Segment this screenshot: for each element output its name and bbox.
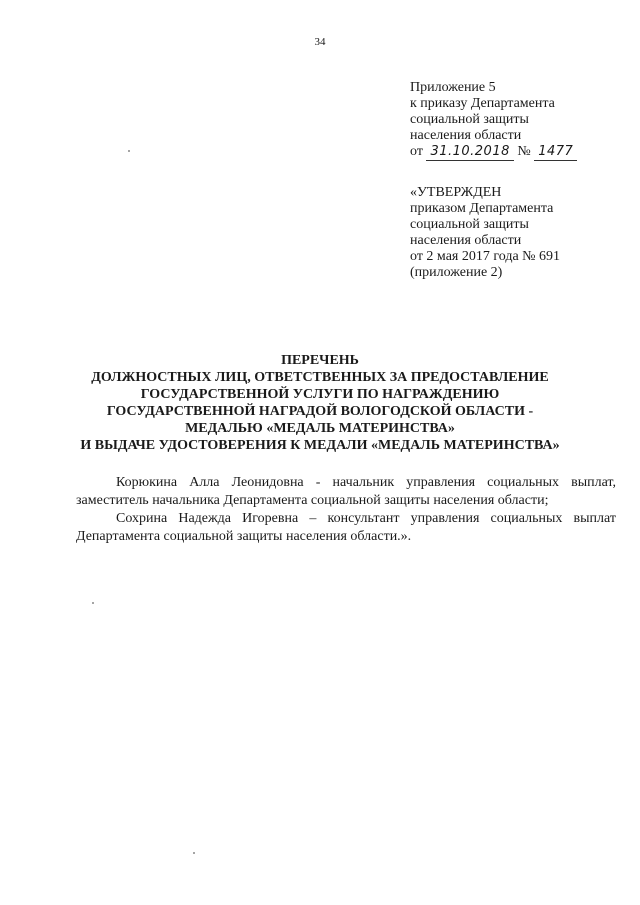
appendix-line: социальной защиты	[410, 112, 529, 127]
approved-line: (приложение 2)	[410, 265, 503, 280]
approved-line: населения области	[410, 233, 522, 248]
approved-block	[410, 185, 630, 281]
number-prefix: №	[517, 144, 531, 159]
date-prefix: от	[410, 144, 423, 159]
approved-line: приказом Департамента	[410, 201, 554, 216]
body-paragraph: Корюкина Алла Леонидовна - начальник управления социальных выплат, заместитель начальника Департамента социальной защиты населения области;	[76, 475, 616, 508]
appendix-date-line	[410, 144, 630, 161]
scan-speck	[128, 150, 130, 152]
appendix-line: населения области	[410, 128, 522, 143]
title-line: МЕДАЛЬЮ «МЕДАЛЬ МАТЕРИНСТВА»	[185, 421, 455, 436]
title-line: ГОСУДАРСТВЕННОЙ НАГРАДОЙ ВОЛОГОДСКОЙ ОБЛАСТИ -	[106, 404, 534, 419]
title-line: И ВЫДАЧЕ УДОСТОВЕРЕНИЯ К МЕДАЛИ «МЕДАЛЬ МАТЕРИНСТВА»	[80, 438, 560, 453]
title-line: ГОСУДАРСТВЕННОЙ УСЛУГИ ПО НАГРАЖДЕНИЮ	[140, 387, 500, 402]
document-body	[76, 474, 616, 546]
approved-line: от 2 мая 2017 года № 691	[410, 249, 561, 264]
handwritten-date: 31.10.2018	[426, 144, 513, 161]
approved-line: «УТВЕРЖДЕН	[410, 185, 502, 200]
title-line: ПЕРЕЧЕНЬ	[281, 353, 359, 368]
scan-speck	[193, 852, 195, 854]
body-paragraph: Сохрина Надежда Игоревна – консультант управления социальных выплат Департамента социальной защиты населения области.».	[76, 511, 616, 544]
document-title	[40, 352, 600, 454]
scan-speck	[92, 602, 94, 604]
appendix-line: Приложение 5	[410, 80, 496, 95]
appendix-block	[410, 80, 630, 161]
handwritten-number: 1477	[534, 144, 577, 161]
title-line: ДОЛЖНОСТНЫХ ЛИЦ, ОТВЕТСТВЕННЫХ ЗА ПРЕДОСТАВЛЕНИЕ	[91, 370, 549, 385]
approved-line: социальной защиты	[410, 217, 529, 232]
appendix-line: к приказу Департамента	[410, 96, 555, 111]
page-number: 34	[314, 36, 326, 48]
